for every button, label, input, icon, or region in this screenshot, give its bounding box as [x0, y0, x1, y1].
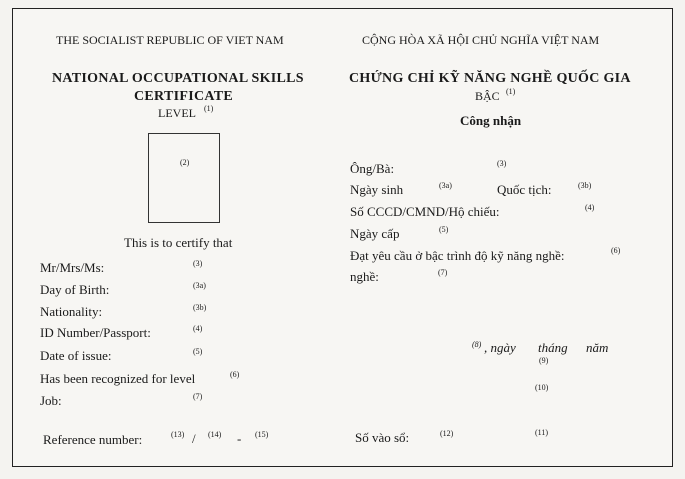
reference-15: (15): [255, 430, 269, 439]
date-year-text: năm: [586, 340, 609, 355]
date-day-text: , ngày: [484, 340, 516, 355]
field-nationality-label: Nationality:: [40, 304, 103, 319]
field-dob-label: Day of Birth:: [40, 282, 110, 297]
field-name-label: Mr/Mrs/Ms:: [40, 260, 105, 275]
book-number-label: Số vào sổ:: [355, 430, 410, 445]
field-id-note: (4): [193, 324, 203, 333]
right-level-label: BẬC: [475, 89, 500, 103]
requirement-note-vi: (6): [611, 246, 621, 255]
field-issue-label: Date of issue:: [40, 348, 112, 363]
reference-dash: -: [237, 431, 242, 446]
reference-label: Reference number:: [43, 432, 143, 447]
left-title-line1: NATIONAL OCCUPATIONAL SKILLS: [52, 71, 304, 86]
left-title-line2: CERTIFICATE: [134, 89, 234, 104]
field-name-note: (3): [193, 259, 203, 268]
issue-label-vi: Ngày cấp: [350, 226, 400, 241]
note-9: (9): [539, 356, 549, 365]
nationality-label-vi: Quốc tịch:: [497, 182, 552, 197]
reference-13: (13): [171, 430, 185, 439]
note-12: (12): [440, 429, 454, 438]
recognized-heading: Công nhận: [460, 113, 522, 128]
dob-note-vi: (3a): [439, 181, 452, 190]
name-label-vi: Ông/Bà:: [350, 161, 395, 176]
job-label-vi: nghề:: [350, 269, 379, 284]
nationality-note-vi: (3b): [578, 181, 592, 190]
right-level-note: (1): [506, 87, 516, 96]
left-level-note: (1): [204, 104, 214, 113]
dob-label-vi: Ngày sinh: [350, 182, 404, 197]
field-job-note: (7): [193, 392, 203, 401]
photo-box: [148, 133, 220, 223]
field-issue-note: (5): [193, 347, 203, 356]
field-id-label: ID Number/Passport:: [40, 325, 151, 340]
issue-note-vi: (5): [439, 225, 449, 234]
id-label-vi: Số CCCD/CMND/Hộ chiếu:: [350, 204, 500, 219]
left-level-label: LEVEL: [158, 106, 196, 120]
job-note-vi: (7): [438, 268, 448, 277]
photo-note: (2): [180, 158, 190, 167]
right-country: CỘNG HÒA XÃ HỘI CHỦ NGHĨA VIỆT NAM: [362, 33, 600, 47]
note-10: (10): [535, 383, 549, 392]
left-country: THE SOCIALIST REPUBLIC OF VIET NAM: [56, 33, 284, 47]
name-note-vi: (3): [497, 159, 507, 168]
reference-14: (14): [208, 430, 222, 439]
field-dob-note: (3a): [193, 281, 206, 290]
field-level-note: (6): [230, 370, 240, 379]
note-11: (11): [535, 428, 549, 437]
right-title: CHỨNG CHỈ KỸ NĂNG NGHỀ QUỐC GIA: [349, 71, 631, 86]
field-job-label: Job:: [40, 393, 62, 408]
field-nationality-note: (3b): [193, 303, 207, 312]
field-level-label: Has been recognized for level: [40, 371, 196, 386]
requirement-label-vi: Đạt yêu cầu ở bậc trình độ kỹ năng nghề:: [350, 248, 565, 263]
date-month-text: tháng: [538, 340, 568, 355]
reference-slash: /: [192, 431, 196, 446]
certify-text: This is to certify that: [124, 235, 233, 250]
place-note: (8): [472, 340, 482, 349]
id-note-vi: (4): [585, 203, 595, 212]
